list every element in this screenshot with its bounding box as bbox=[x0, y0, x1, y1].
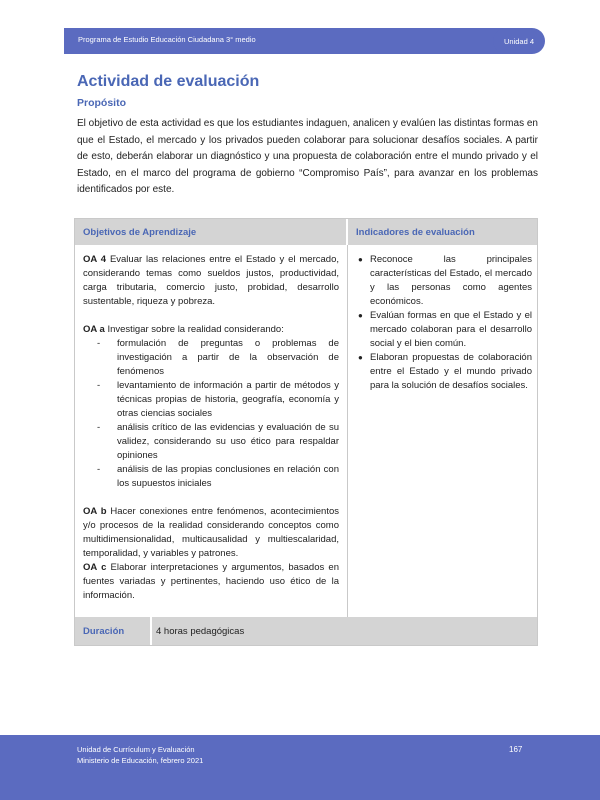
oab-code: OA b bbox=[83, 506, 107, 517]
oa4-code: OA 4 bbox=[83, 254, 107, 265]
column-divider bbox=[347, 245, 348, 617]
list-item: - formulación de preguntas o problemas de investigación a partir de la observación de fenómenos bbox=[97, 338, 339, 377]
oa4-text: Evaluar las relaciones entre el Estado y el mercado, considerando temas como sueldos justos, productividad, carga tributaria, comercio justo, probidad, desarrollo sustentable, riqueza y pobreza. bbox=[83, 254, 339, 307]
bullet-icon: ● bbox=[358, 255, 363, 264]
duration-label: Duración bbox=[75, 617, 151, 645]
objectives-column bbox=[83, 253, 339, 603]
page-number: 167 bbox=[509, 745, 523, 754]
footer-unit: Unidad de Currículum y Evaluación bbox=[77, 745, 195, 754]
objectives-header: Objetivos de Aprendizaje bbox=[75, 219, 347, 245]
purpose-heading: Propósito bbox=[77, 97, 126, 109]
bullet-icon: ● bbox=[358, 353, 363, 362]
oab-paragraph bbox=[83, 505, 339, 561]
oab-text: Hacer conexiones entre fenómenos, acontecimientos y/o procesos de la realidad considerando conceptos como multidimensionalidad, multicausalidad y multiescalaridad, temporalidad, y variables y patrones. bbox=[83, 506, 339, 559]
oac-paragraph bbox=[83, 561, 339, 603]
page-title: Actividad de evaluación bbox=[77, 73, 260, 90]
oa4-paragraph bbox=[83, 253, 339, 309]
oaa-list bbox=[83, 337, 339, 491]
list-item: ● Elaboran propuestas de colaboración entre el Estado y el mundo privado para la solución de desafíos sociales. bbox=[358, 352, 532, 391]
footer-ministry: Ministerio de Educación, febrero 2021 bbox=[77, 756, 204, 765]
indicators-column bbox=[356, 253, 532, 393]
oac-text: Elaborar interpretaciones y argumentos, basados en fuentes variadas y pertinentes, haciendo uso ético de la información. bbox=[83, 562, 339, 601]
evaluation-table bbox=[74, 218, 538, 646]
list-item: - análisis de las propias conclusiones en relación con los supuestos iniciales bbox=[97, 464, 339, 489]
list-item: ● Evalúan formas en que el Estado y el mercado colaboran para el desarrollo social y el bien común. bbox=[358, 310, 532, 349]
bullet-icon: ● bbox=[358, 311, 363, 320]
program-title: Programa de Estudio Educación Ciudadana 3° medio bbox=[78, 35, 256, 44]
list-item: ● Reconoce las principales características del Estado, el mercado y las personas como agentes económicos. bbox=[358, 254, 532, 307]
list-item: - análisis crítico de las evidencias y evaluación de su validez, considerando su uso ético para respaldar opiniones bbox=[97, 422, 339, 461]
header-bar bbox=[64, 28, 522, 54]
footer bbox=[0, 735, 600, 800]
indicators-list bbox=[356, 253, 532, 393]
unit-badge: Unidad 4 bbox=[493, 28, 545, 54]
oaa-code: OA a bbox=[83, 324, 105, 335]
oaa-paragraph bbox=[83, 323, 339, 337]
oaa-text: Investigar sobre la realidad considerando: bbox=[104, 324, 284, 335]
duration-value: 4 horas pedagógicas bbox=[152, 617, 537, 645]
purpose-text: El objetivo de esta actividad es que los estudiantes indaguen, analicen y evalúen las distintas formas en que el Estado, el mercado y los privados pueden colaborar para solucionar desafíos sociales. A partir de esto, deberán elaborar un diagnóstico y una propuesta de colaboración entre el mundo privado y el Estado, en el marco del programa de gobierno “Compromiso País”, para avanzar en los problemas identificados por este. bbox=[77, 118, 538, 195]
indicators-header: Indicadores de evaluación bbox=[348, 219, 537, 245]
oac-code: OA c bbox=[83, 562, 107, 573]
list-item: - levantamiento de información a partir de métodos y técnicas propias de historia, geografía, economía y otras ciencias sociales bbox=[97, 380, 339, 419]
